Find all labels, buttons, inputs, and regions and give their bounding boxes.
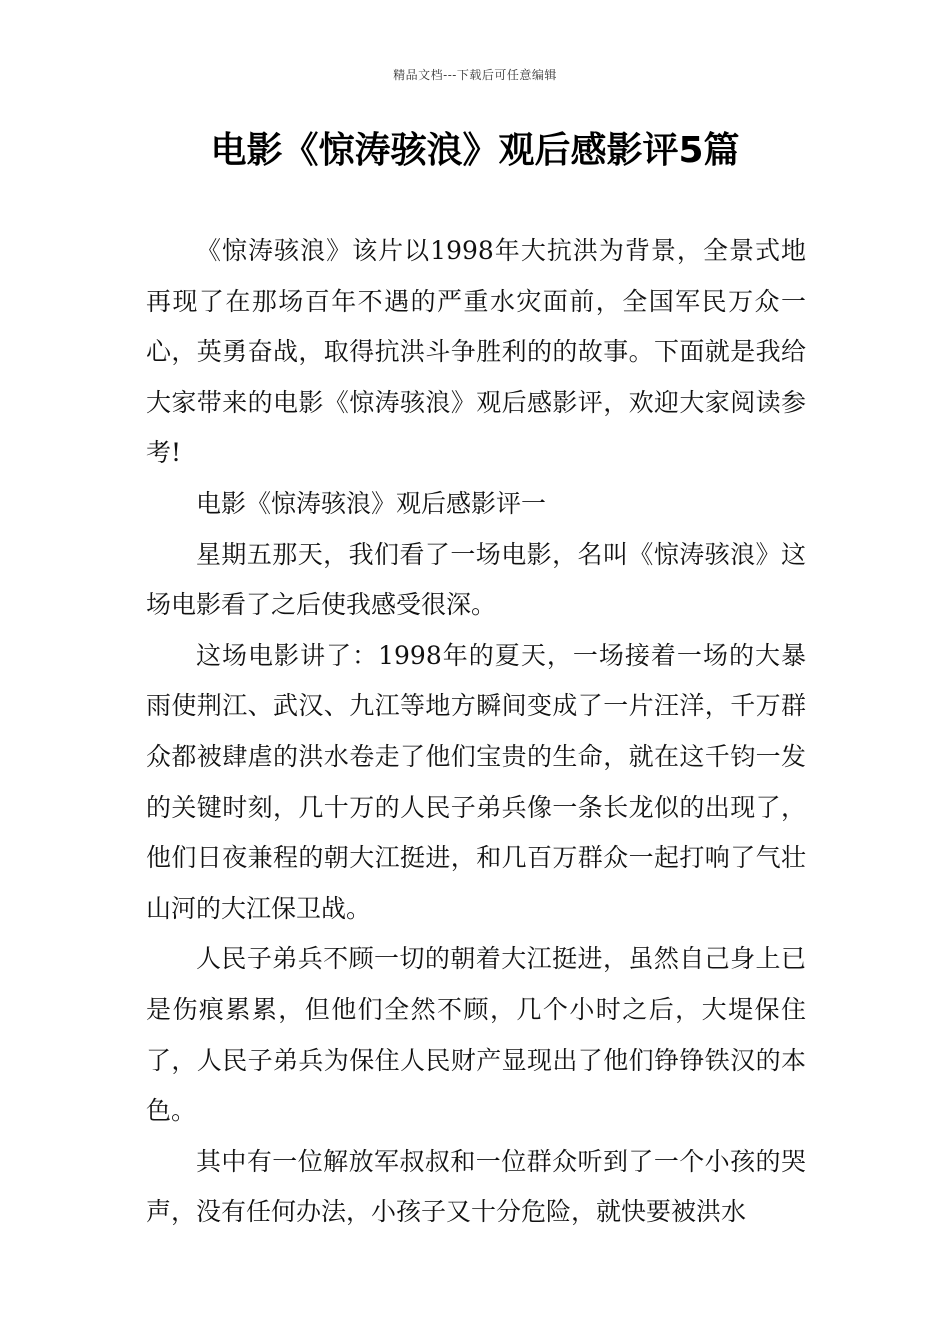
document-body	[146, 226, 806, 1238]
paragraph-intro: 《惊涛骇浪》该片以1998年大抗洪为背景，全景式地再现了在那场百年不遇的严重水灾面前，全国军民万众一心，英勇奋战，取得抗洪斗争胜利的的故事。下面就是我给大家带来的电影《惊涛骇浪》观后感影评，欢迎大家阅读参考!	[146, 236, 806, 468]
section-heading: 电影《惊涛骇浪》观后感影评一	[196, 488, 547, 518]
paragraph: 人民子弟兵不顾一切的朝着大江挺进，虽然自己身上已是伤痕累累，但他们全然不顾，几个小时之后，大堤保住了，人民子弟兵为保住人民财产显现出了他们铮铮铁汉的本色。	[146, 944, 806, 1126]
header-note: 精品文档---下载后可任意编辑	[393, 68, 557, 82]
document-title: 电影《惊涛骇浪》观后感影评5篇	[210, 130, 740, 171]
paragraph: 这场电影讲了：1998年的夏天，一场接着一场的大暴雨使荆江、武汉、九江等地方瞬间变成了一片汪洋，千万群众都被肆虐的洪水卷走了他们宝贵的生命，就在这千钧一发的关键时刻，几十万的人民子弟兵像一条长龙似的出现了，他们日夜兼程的朝大江挺进，和几百万群众一起打响了气壮山河的大江保卫战。	[146, 640, 806, 923]
paragraph: 其中有一位解放军叔叔和一位群众听到了一个小孩的哭声，没有任何办法，小孩子又十分危险，就快要被洪水	[146, 1146, 806, 1227]
paragraph: 星期五那天，我们看了一场电影，名叫《惊涛骇浪》这场电影看了之后使我感受很深。	[146, 539, 806, 620]
